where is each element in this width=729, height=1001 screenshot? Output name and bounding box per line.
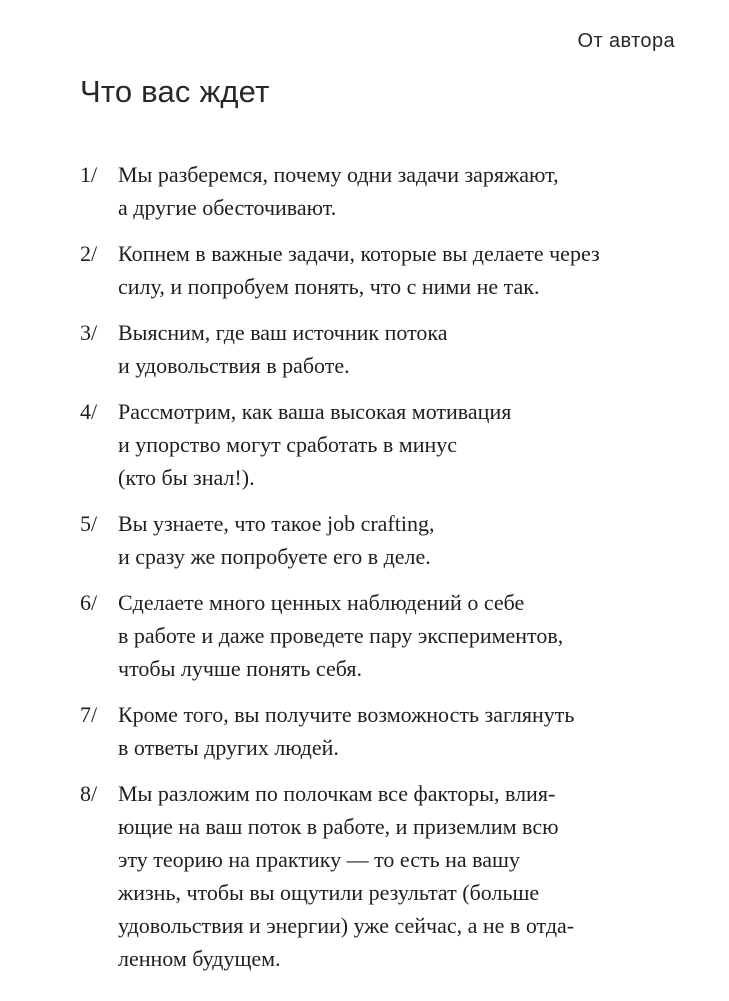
text-line: Рассмотрим, как ваша высокая мотивация — [118, 399, 512, 424]
text-line: Кроме того, вы получите возможность заглянуть — [118, 702, 575, 727]
running-header: От автора — [577, 30, 675, 52]
item-number: 1/ — [80, 162, 98, 187]
text-line: в работе и даже проведете пару экспериментов, — [118, 623, 564, 648]
page-title: Что вас ждет — [80, 74, 270, 109]
item-number: 5/ — [80, 511, 98, 536]
text-line: (кто бы знал!). — [118, 465, 255, 490]
text-line: Мы разберемся, почему одни задачи заряжают, — [118, 162, 559, 187]
item-number: 3/ — [80, 320, 98, 345]
item-text — [118, 586, 563, 685]
item-text — [118, 698, 574, 764]
text-line: силу, и попробуем понять, что с ними не так. — [118, 274, 540, 299]
item-text — [118, 316, 448, 382]
item-number: 4/ — [80, 399, 98, 424]
list-item — [80, 586, 689, 685]
text-line: и удовольствия в работе. — [118, 353, 350, 378]
text-line: Копнем в важные задачи, которые вы делаете через — [118, 241, 600, 266]
list-item — [80, 507, 689, 573]
list-item — [80, 316, 689, 382]
text-line: Выясним, где ваш источник потока — [118, 320, 448, 345]
text-line: ленном будущем. — [118, 946, 281, 971]
item-number: 6/ — [80, 590, 98, 615]
text-line: чтобы лучше понять себя. — [118, 656, 362, 681]
item-number: 2/ — [80, 241, 98, 266]
text-line: эту теорию на практику — то есть на вашу — [118, 847, 520, 872]
item-text — [118, 158, 559, 224]
text-line: в ответы других людей. — [118, 735, 339, 760]
numbered-list — [80, 158, 689, 988]
text-line: Мы разложим по полочкам все факторы, влия- — [118, 781, 556, 806]
item-number: 7/ — [80, 702, 98, 727]
text-line: и сразу же попробуете его в деле. — [118, 544, 431, 569]
list-item — [80, 777, 689, 975]
text-line: а другие обесточивают. — [118, 195, 337, 220]
list-item — [80, 395, 689, 494]
item-text — [118, 507, 435, 573]
item-number: 8/ — [80, 781, 98, 806]
text-line: жизнь, чтобы вы ощутили результат (больше — [118, 880, 540, 905]
list-item — [80, 158, 689, 224]
text-line: ющие на ваш поток в работе, и приземлим всю — [118, 814, 559, 839]
list-item — [80, 237, 689, 303]
text-line: Вы узнаете, что такое job crafting, — [118, 511, 435, 536]
text-line: и упорство могут сработать в минус — [118, 432, 458, 457]
item-text — [118, 237, 600, 303]
text-line: удовольствия и энергии) уже сейчас, а не в отда- — [118, 913, 575, 938]
text-line: Сделаете много ценных наблюдений о себе — [118, 590, 525, 615]
list-item — [80, 698, 689, 764]
item-text — [118, 395, 511, 494]
item-text — [118, 777, 574, 975]
